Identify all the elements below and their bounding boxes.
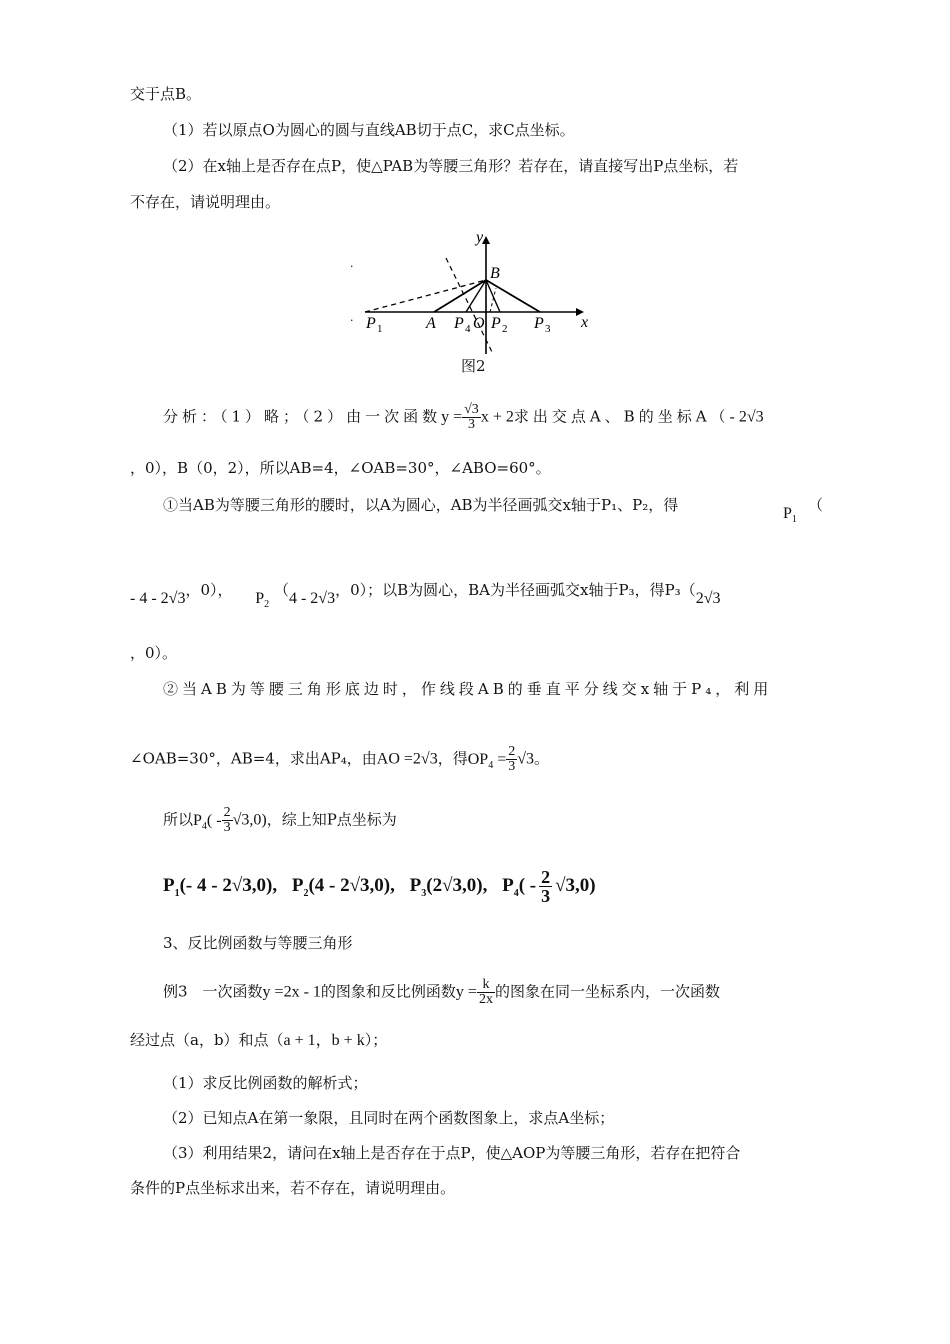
final-P4: $P_4$( - $\frac{2}{3}$ √3,0)	[502, 867, 596, 906]
fraction-2-3-b: $\frac{2}{3}$	[223, 805, 231, 835]
perpendicular-bisector-dashed	[446, 258, 492, 352]
label-P3: P	[534, 315, 544, 332]
linear-fn-tail: x + 2	[480, 408, 514, 426]
analysis-line-2: ，0），B（0，2），所以AB=4，∠OAB=30°，∠ABO=60°。	[130, 459, 551, 477]
OP4-expr: $OP_4$ =	[467, 750, 507, 771]
label-x: x	[581, 314, 589, 331]
label-P4-sub: 4	[465, 323, 471, 335]
label-P3-sub: 3	[545, 323, 551, 335]
label-P2: P	[491, 315, 501, 332]
label-P1: P	[366, 315, 376, 332]
case-2-line-2: ∠OAB=30°，AB=4，求出AP₄，由AO =2√3，得$OP_4$ = $\frac{2}{3}$ √3。	[130, 744, 550, 774]
label-P1-sub: 1	[377, 323, 383, 335]
label-B: B	[490, 265, 500, 282]
analysis-intro-2: 求出交点A、B的坐标A（	[513, 407, 730, 426]
case-1-line-1: ①当AB为等腰三角形的腰时，以A为圆心，AB为半径画弧交x轴于P₁、P₂，得	[163, 496, 679, 514]
segment-AB	[434, 280, 486, 312]
label-y: y	[476, 229, 484, 246]
coord-P2: 4 - 2√3	[288, 590, 336, 607]
example-3-q3: （3）利用结果2，请问在x轴上是否存在于点P，使△AOP为等腰三角形，若存在把符合	[163, 1144, 741, 1162]
final-P3: $P_3(2√3,0)$,	[409, 874, 488, 899]
case-1-line-2: - 4 - 2√3，0）， $P_2$ （4 - 2√3，0）；以B为圆心，BA为半径画弧交x轴于P₃，得P₃（2√3	[130, 581, 721, 611]
label-P2-sub: 2	[502, 323, 508, 335]
figure-caption: 图2	[461, 357, 486, 375]
figure-tick-mark: ·	[350, 260, 354, 273]
y-axis-arrow	[482, 236, 490, 244]
segment-BP1-dashed	[365, 280, 486, 312]
case-2-line-1: ②当AB为等腰三角形底边时，作线段AB的垂直平分线交x轴于P₄，利用	[163, 680, 773, 698]
figure-tick-mark: ·	[350, 314, 354, 327]
case-1-paren: （	[808, 496, 824, 514]
inverse-fn-fraction: $\frac{k}{2x}$	[478, 977, 493, 1007]
linear-fn-fraction: $\frac{√3}{3}$	[464, 402, 479, 432]
analysis-intro: 分析：（1）略；（2）由一次函数	[163, 407, 442, 426]
linear-fn: y =2x - 1	[262, 983, 321, 1001]
conclusion-line: 所以$P_4$( - $\frac{2}{3}$ √3,0)，综上知P点坐标为	[163, 805, 397, 835]
text-line-1: 交于点B。	[130, 85, 202, 103]
label-A: A	[426, 315, 436, 332]
case-1-line-3: ，0）。	[130, 644, 178, 662]
section-3-title: 3、反比例函数与等腰三角形	[163, 934, 353, 952]
fraction-2-3: $\frac{2}{3}$	[508, 744, 516, 774]
coord-A: - 2√3	[729, 408, 764, 426]
final-answer-line	[163, 868, 596, 905]
example-3-line-1: 例3 一次函数y =2x - 1的图象和反比例函数y = $\frac{k}{2x}$ 的图象在同一坐标系内，一次函数	[163, 977, 720, 1007]
linear-fn-y: y =	[441, 408, 463, 426]
P4-expr: $P_4$( -	[193, 811, 222, 832]
segment-BP3	[486, 280, 540, 312]
text-line-4: 不存在，请说明理由。	[130, 193, 281, 211]
example-3-line-2: 经过点（a，b）和点（a + 1，b + k）；	[130, 1031, 388, 1049]
P2-label: $P_2$	[255, 590, 270, 611]
final-P2: $P_2(4 - 2√3,0)$,	[291, 874, 395, 899]
question-1: （1）若以原点O为圆心的圆与直线AB切于点C，求C点坐标。	[163, 121, 575, 139]
case-1-P1-label: $P_1$	[783, 505, 797, 526]
coord-P3: 2√3	[695, 590, 721, 607]
label-P4: P	[454, 315, 464, 332]
question-2: （2）在x轴上是否存在点P，使△PAB为等腰三角形？若存在，请直接写出P点坐标，若	[163, 157, 739, 175]
analysis-line-1	[163, 403, 764, 432]
AO-expr: AO =2√3	[376, 750, 438, 768]
final-P1: $P_1(-$ 4 - 2√3,0),	[163, 874, 278, 899]
example-3-q1: （1）求反比例函数的解析式；	[163, 1074, 368, 1092]
figure-2-diagram	[340, 228, 600, 358]
label-O: O	[473, 315, 485, 332]
coord-P1: - 4 - 2√3	[130, 590, 186, 607]
example-3-q2: （2）已知点A在第一象限，且同时在两个函数图象上，求点A坐标；	[163, 1109, 615, 1127]
segment-BP4	[466, 280, 486, 312]
example-3-q4: 条件的P点坐标求出来，若不存在，请说明理由。	[130, 1179, 456, 1197]
